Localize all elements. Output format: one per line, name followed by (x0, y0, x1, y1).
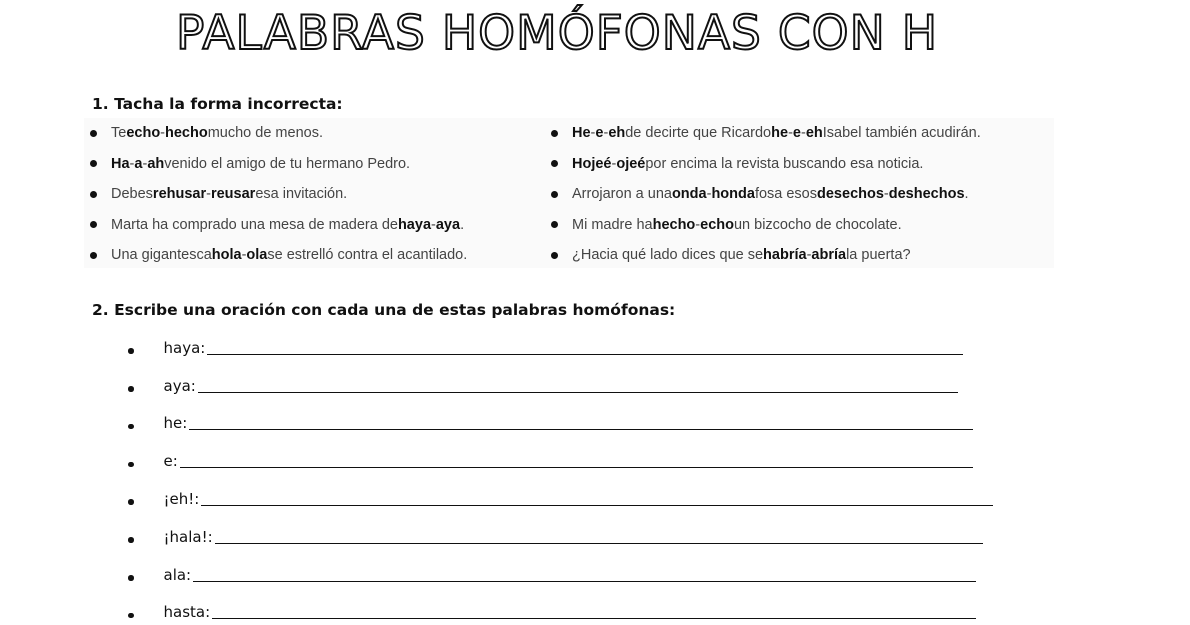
writing-line-row (120, 399, 993, 437)
option-word: echo (126, 125, 161, 142)
sentence-text: . (964, 186, 969, 203)
option-word: Hojeé (572, 155, 612, 172)
writing-line-row (120, 436, 993, 474)
option-word: ola (246, 247, 268, 264)
sentence-text: un bizcocho de chocolate. (733, 216, 902, 233)
bullet-icon (128, 499, 134, 505)
sentence-text: - (800, 125, 806, 142)
homophone-word: ¡hala!: (163, 527, 213, 546)
option-word: hecho (652, 216, 696, 233)
answer-line[interactable] (212, 617, 976, 619)
bullet-icon (551, 221, 558, 228)
exercise-1-item (549, 179, 981, 210)
exercise-1-item (88, 149, 467, 180)
exercise-1-item (88, 179, 467, 210)
bullet-icon (90, 160, 97, 167)
bullet-icon (128, 575, 134, 581)
exercise-1-item (549, 240, 981, 271)
option-word: ojeé (616, 155, 646, 172)
option-word: hecho (165, 125, 208, 142)
sentence-text: Te (111, 125, 127, 142)
bullet-icon (128, 348, 134, 354)
sentence-text: - (883, 186, 889, 203)
answer-line[interactable] (198, 391, 958, 393)
option-word: reusar (210, 186, 256, 203)
answer-line[interactable] (215, 542, 983, 544)
sentence-text: fosa esos (754, 186, 818, 203)
sentence-text: - (590, 125, 596, 142)
sentence-text: la puerta? (846, 247, 911, 264)
homophone-word: hasta: (163, 603, 211, 622)
homophone-word: haya: (163, 338, 206, 357)
homophone-word: ¡eh!: (163, 489, 200, 508)
writing-line-row (120, 512, 993, 550)
exercise-2-lines (120, 323, 993, 625)
bullet-icon (551, 130, 558, 137)
sentence-text: - (788, 125, 793, 142)
bullet-icon (128, 613, 134, 619)
page-title: PALABRAS HOMÓFONAS CON H (176, 6, 939, 61)
bullet-icon (551, 191, 558, 198)
answer-line[interactable] (201, 504, 993, 506)
sentence-text: Arrojaron a una (572, 186, 672, 203)
option-word: Ha (111, 155, 130, 172)
answer-line[interactable] (193, 580, 976, 582)
homophone-word: ala: (163, 565, 192, 584)
option-word: haya (397, 216, 432, 233)
option-word: eh (805, 125, 823, 142)
sentence-text: Mi madre ha (572, 216, 653, 233)
sentence-text: - (129, 155, 135, 172)
writing-line-row (120, 588, 993, 625)
sentence-text: venido el amigo de tu hermano Pedro. (164, 155, 411, 172)
option-word: deshechos (888, 186, 965, 203)
option-word: eh (608, 125, 626, 142)
bullet-icon (90, 252, 97, 259)
sentence-text: esa invitación. (255, 186, 348, 203)
option-word: desechos (817, 186, 884, 203)
sentence-text: - (142, 155, 148, 172)
homophone-word: aya: (163, 376, 196, 395)
writing-line-row (120, 323, 993, 361)
sentence-text: - (241, 247, 247, 264)
option-word: aya (435, 216, 461, 233)
option-word: onda (671, 186, 707, 203)
bullet-icon (551, 252, 558, 259)
option-word: ah (147, 155, 165, 172)
sentence-text: - (160, 125, 166, 142)
sentence-text: mucho de menos. (207, 125, 323, 142)
exercise-1-item (88, 210, 467, 241)
sentence-text: - (706, 186, 712, 203)
bullet-icon (128, 462, 134, 468)
option-word: a (134, 155, 143, 172)
exercise-1-right-column (549, 118, 981, 271)
bullet-icon (128, 386, 134, 392)
answer-line[interactable] (180, 466, 973, 468)
sentence-text: - (431, 216, 436, 233)
sentence-text: Isabel también acudirán. (822, 125, 981, 142)
option-word: e (792, 125, 801, 142)
sentence-text: por encima la revista buscando esa noticia. (645, 155, 924, 172)
exercise-1-item (88, 240, 467, 271)
homophone-word: e: (163, 452, 178, 471)
bullet-icon (128, 424, 134, 430)
sentence-text: . (460, 216, 465, 233)
sentence-text: Debes (111, 186, 153, 203)
sentence-text: de decirte que Ricardo (625, 125, 772, 142)
exercise-2-heading: 2. Escribe una oración con cada una de estas palabras homófonas: (92, 301, 676, 319)
option-word: He (572, 125, 591, 142)
option-word: habría (763, 247, 807, 264)
sentence-text: Una gigantesca (111, 247, 212, 264)
bullet-icon (551, 160, 558, 167)
exercise-1-heading: 1. Tacha la forma incorrecta: (92, 95, 343, 113)
homophone-word: he: (163, 414, 188, 433)
option-word: honda (711, 186, 755, 203)
sentence-text: - (206, 186, 211, 203)
sentence-text: ¿Hacia qué lado dices que se (572, 247, 764, 264)
option-word: hola (211, 247, 242, 264)
sentence-text: Marta ha comprado una mesa de madera de (111, 216, 398, 233)
writing-line-row (120, 474, 993, 512)
sentence-text: - (603, 125, 609, 142)
writing-line-row (120, 361, 993, 399)
option-word: echo (700, 216, 734, 233)
exercise-1-item (549, 118, 981, 149)
sentence-text: - (806, 247, 812, 264)
bullet-icon (90, 221, 97, 228)
bullet-icon (90, 130, 97, 137)
bullet-icon (128, 537, 134, 543)
sentence-text: - (611, 155, 617, 172)
exercise-1-item (549, 149, 981, 180)
sentence-text: - (695, 216, 701, 233)
option-word: abría (811, 247, 847, 264)
exercise-1-item (88, 118, 467, 149)
option-word: rehusar (152, 186, 207, 203)
option-word: e (595, 125, 604, 142)
sentence-text: se estrelló contra el acantilado. (267, 247, 468, 264)
answer-line[interactable] (189, 428, 973, 430)
option-word: he (771, 125, 789, 142)
exercise-1-left-column (88, 118, 467, 271)
writing-line-row (120, 550, 993, 588)
exercise-1-item (549, 210, 981, 241)
bullet-icon (90, 191, 97, 198)
answer-line[interactable] (207, 353, 963, 355)
